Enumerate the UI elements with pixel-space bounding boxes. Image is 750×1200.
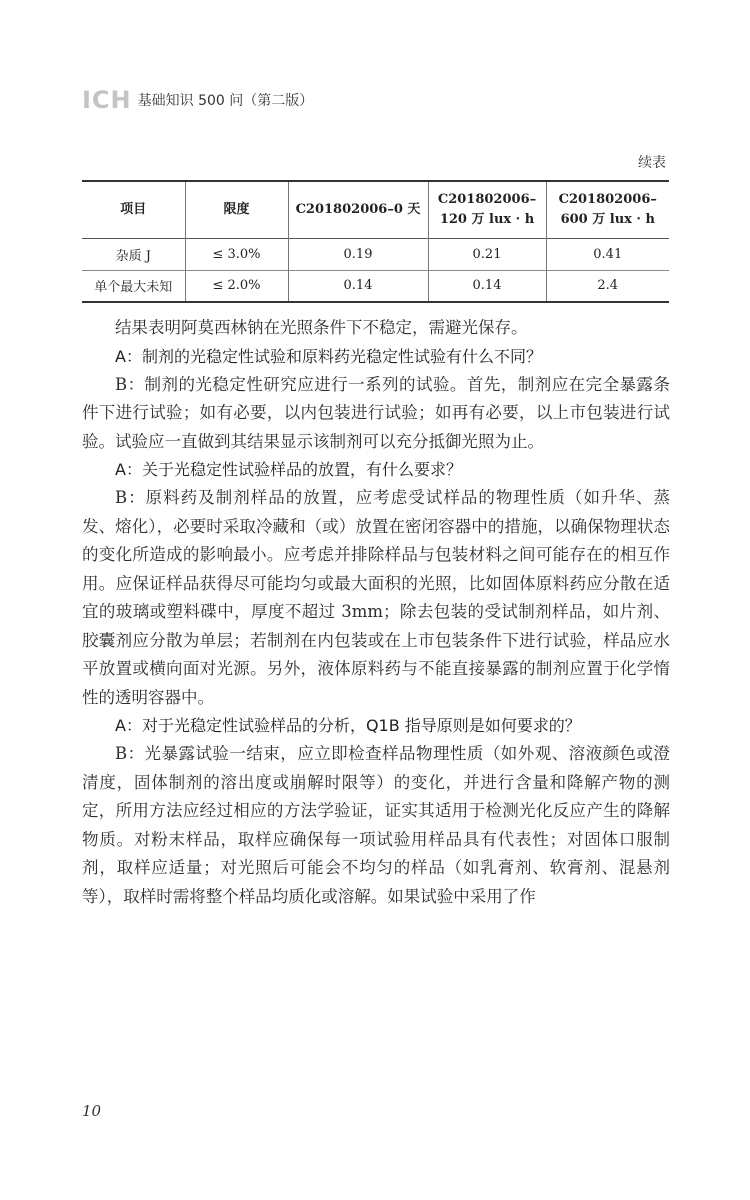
- answer-3: B：光暴露试验一结束，应立即检查样品物理性质（如外观、溶液颜色或澄清度，固体制剂的溶出度或崩解时限等）的变化，并进行含量和降解产物的测定，所用方法应经过相应的方法学验证，证实其适用于检测光化反应产生的降解物质。对粉末样品，取样应确保每一项试验用样品具有代表性；对固体口服制剂，取样应适量；对光照后可能会不均匀的样品（如乳膏剂、软膏剂、混悬剂等），取样时需将整个样品均质化或溶解。如果试验中采用了作: [82, 744, 670, 906]
- table-cell: ≤ 2.0%: [185, 270, 288, 302]
- question-3: A：对于光稳定性试验样品的分析，Q1B 指导原则是如何要求的？: [115, 716, 581, 735]
- body-content: [82, 314, 670, 911]
- table-cell: 0.14: [288, 270, 428, 302]
- answer-1: B：制剂的光稳定性研究应进行一系列的试验。首先，制剂应在完全暴露条件下进行试验；如有必要，以内包装进行试验；如再有必要，以上市包装进行试验。试验应一直做到其结果显示该制剂可以充分抵御光照为止。: [82, 374, 670, 451]
- table-header-row: [82, 181, 669, 238]
- col-header-item: 项目: [82, 181, 185, 238]
- conclusion-paragraph: 结果表明阿莫西林钠在光照条件下不稳定，需避光保存。: [115, 318, 528, 337]
- table-cell: 0.14: [428, 270, 546, 302]
- impurity-table: [82, 180, 669, 303]
- col-header-limit: 限度: [185, 181, 288, 238]
- table-cell: 0.21: [428, 238, 546, 270]
- question-2: A：关于光稳定性试验样品的放置，有什么要求？: [115, 460, 462, 479]
- table-cell: 杂质 J: [82, 238, 185, 270]
- table-cell: 0.19: [288, 238, 428, 270]
- table-cell: ≤ 3.0%: [185, 238, 288, 270]
- ich-logo: ICH: [82, 86, 132, 114]
- page-number: 10: [82, 1102, 102, 1120]
- table-cell: 2.4: [546, 270, 669, 302]
- table-cell: 单个最大未知: [82, 270, 185, 302]
- book-title: 基础知识 500 问（第二版）: [137, 93, 314, 109]
- table-continued-label: 续表: [638, 155, 666, 171]
- table-row: [82, 238, 669, 270]
- table-cell: 0.41: [593, 246, 623, 262]
- running-header: [82, 86, 313, 114]
- answer-2: B：原料药及制剂样品的放置，应考虑受试样品的物理性质（如升华、蒸发、熔化），必要时采取冷藏和（或）放置在密闭容器中的措施，以确保物理状态的变化所造成的影响最小。应考虑并排除样品与包装材料之间可能存在的相互作用。应保证样品获得尽可能均匀或最大面积的光照，比如固体原料药应分散在适宜的玻璃或塑料碟中，厚度不超过 3mm；除去包装的受试制剂样品，如片剂、胶囊剂应分散为单层；若制剂在内包装或在上市包装条件下进行试验，样品应水平放置或横向面对光源。另外，液体原料药与不能直接暴露的制剂应置于化学惰性的透明容器中。: [82, 488, 670, 707]
- table-row: [82, 270, 669, 302]
- col-header-120: C201802006– 120 万 lux · h: [428, 181, 546, 238]
- question-1: A：制剂的光稳定性试验和原料药光稳定性试验有什么不同？: [115, 346, 542, 366]
- col-header-day0: C201802006–0 天: [288, 181, 428, 238]
- col-header-600: C201802006– 600 万 lux · h: [558, 191, 657, 227]
